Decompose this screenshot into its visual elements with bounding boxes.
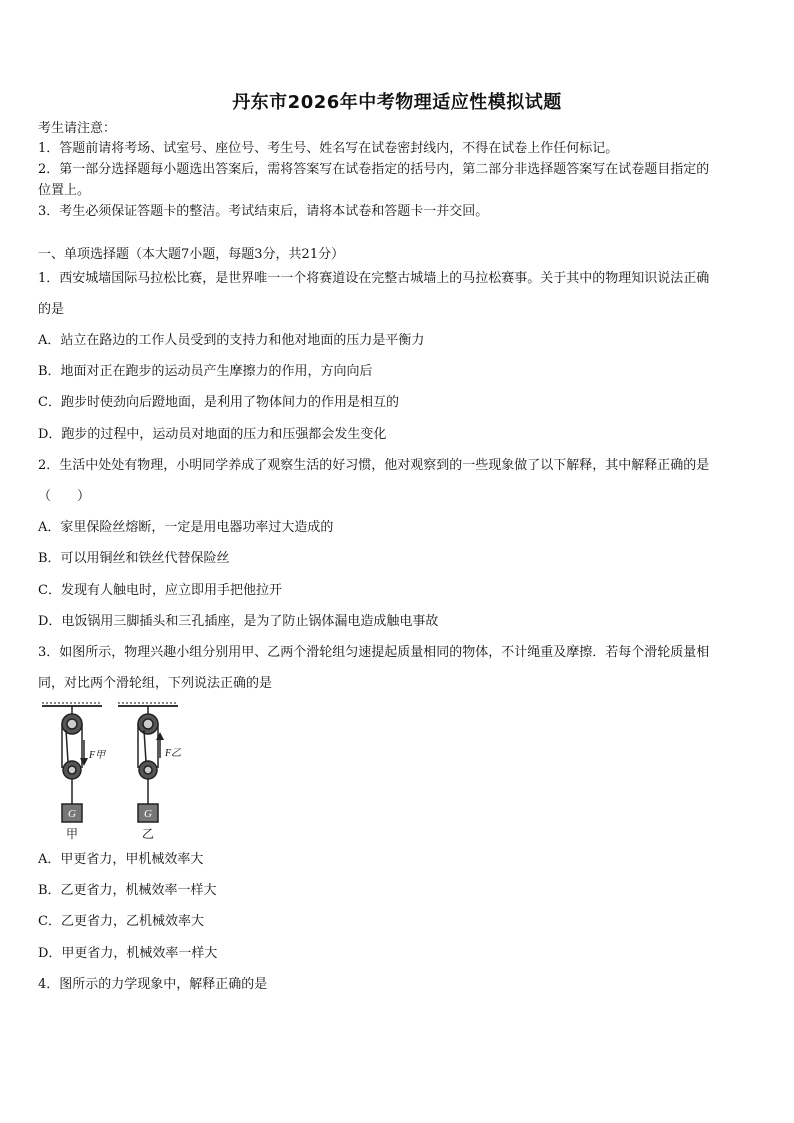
notice-item-2: 2．第一部分选择题每小题选出答案后，需将答案写在试卷指定的括号内，第二部分非选择题答案写在试卷题目指定的 <box>38 162 710 177</box>
notice-heading: 考生请注意： <box>38 121 117 136</box>
weight-label-a: G <box>68 808 76 820</box>
q1-stem-cont: 的是 <box>38 302 65 317</box>
weight-label-b: G <box>144 808 152 820</box>
system-label-b: 乙 <box>141 827 155 841</box>
page-title: 丹东市2026年中考物理适应性模拟试题 <box>232 92 562 113</box>
force-arrow-a <box>80 740 88 766</box>
q1-option-d: D．跑步的过程中，运动员对地面的压力和压强都会发生变化 <box>38 427 387 442</box>
force-label-a: F甲 <box>89 750 106 761</box>
q3-stem-cont: 同，对比两个滑轮组，下列说法正确的是 <box>38 676 273 691</box>
q2-stem: 2．生活中处处有物理，小明同学养成了观察生活的好习惯，他对观察到的一些现象做了以下解释，其中解释正确的是 <box>38 458 710 473</box>
ceiling-b <box>118 703 178 706</box>
pulley-system-a <box>62 706 82 822</box>
q2-option-a: A．家里保险丝熔断，一定是用电器功率过大造成的 <box>38 520 334 535</box>
q3-option-b: B．乙更省力，机械效率一样大 <box>38 883 217 898</box>
q3-stem: 3．如图所示，物理兴趣小组分别用甲、乙两个滑轮组匀速提起质量相同的物体，不计绳重及摩擦．若每个滑轮质量相 <box>38 645 710 660</box>
q1-option-a: A．站立在路边的工作人员受到的支持力和他对地面的压力是平衡力 <box>38 333 425 348</box>
q2-stem-cont: （ ） <box>38 489 91 504</box>
q1-stem: 1．西安城墙国际马拉松比赛，是世界唯一一个将赛道设在完整古城墙上的马拉松赛事。关于其中的物理知识说法正确 <box>38 271 710 286</box>
notice-item-2-cont: 位置上。 <box>38 183 91 198</box>
pulley-figure <box>36 700 196 850</box>
notice-item-3: 3．考生必须保证答题卡的整洁。考试结束后，请将本试卷和答题卡一并交回。 <box>38 204 489 219</box>
system-label-a: 甲 <box>65 827 79 841</box>
q3-option-d: D．甲更省力，机械效率一样大 <box>38 946 218 961</box>
notice-item-1: 1．答题前请将考场、试室号、座位号、考生号、姓名写在试卷密封线内，不得在试卷上作任何标记。 <box>38 141 619 156</box>
ceiling-a <box>42 703 102 706</box>
force-arrow-b <box>156 732 164 758</box>
q1-option-c: C．跑步时使劲向后蹬地面，是利用了物体间力的作用是相互的 <box>38 395 399 410</box>
q3-option-c: C．乙更省力，乙机械效率大 <box>38 914 204 929</box>
q4-stem: 4．图所示的力学现象中，解释正确的是 <box>38 977 268 992</box>
q3-option-a: A．甲更省力，甲机械效率大 <box>38 852 204 867</box>
q2-option-c: C．发现有人触电时，应立即用手把他拉开 <box>38 583 282 598</box>
section-heading: 一、单项选择题（本大题7小题，每题3分，共21分） <box>38 247 345 262</box>
q2-option-b: B．可以用铜丝和铁丝代替保险丝 <box>38 551 230 566</box>
force-label-b: F乙 <box>165 748 182 759</box>
pulley-system-b <box>138 706 158 822</box>
q1-option-b: B．地面对正在跑步的运动员产生摩擦力的作用，方向向后 <box>38 364 373 379</box>
q2-option-d: D．电饭锅用三脚插头和三孔插座，是为了防止锅体漏电造成触电事故 <box>38 614 439 629</box>
